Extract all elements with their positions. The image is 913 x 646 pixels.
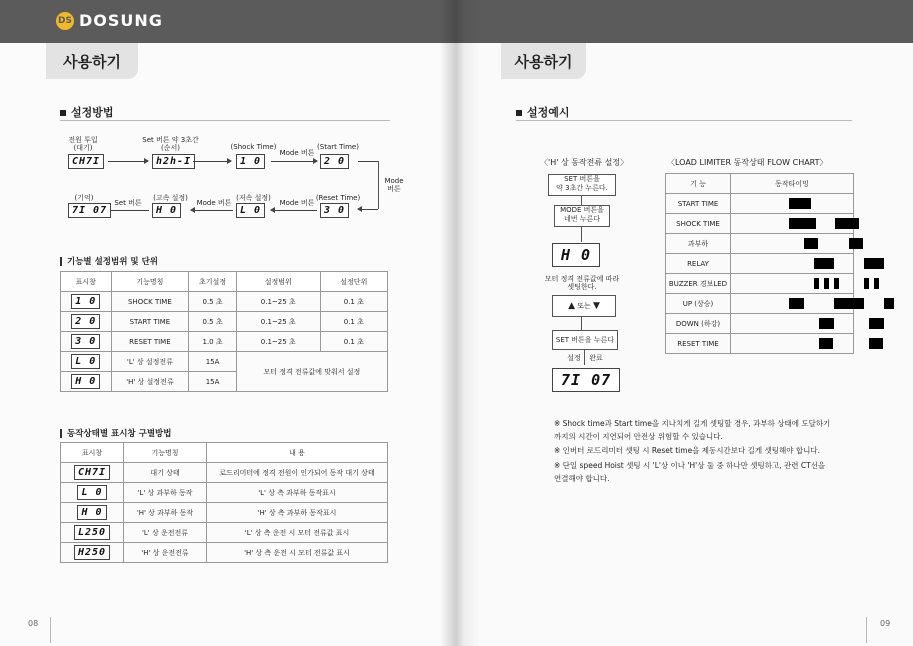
flow-start-label: (Start Time) [317,143,359,151]
flow-arrow [191,210,233,211]
flow-wait-lcd: 7I 07 [68,203,111,218]
footer-line [866,617,867,643]
flow-arrow [193,161,231,162]
timing-cell [731,234,854,254]
table-row [61,503,388,523]
subsection-title: 기능별 설정범위 및 단위 [60,255,158,267]
flow-updown [552,295,616,317]
table-row [61,523,388,543]
flow-lcd: H 0 [552,243,600,267]
timing-block [789,298,804,309]
flow-set2-label: Set 버튼 [114,199,142,207]
timing-cell [731,294,854,314]
footer-line [50,617,51,643]
table-header-row [666,174,854,194]
table-row [61,483,388,503]
flow-set-lcd: h2h-I [152,154,195,169]
flow-arrow [271,161,317,162]
table-cell: START TIME [111,312,189,332]
table-cell: RESET TIME [111,332,189,352]
flow-shock-lcd: 1 0 [236,154,265,169]
flow-or-text: 또는 [577,302,591,310]
flow-power-lcd: CH7I [68,154,104,169]
timing-block [864,258,884,269]
flow-connector [584,349,585,365]
flow-step: SET 버튼을 누른다 [552,330,618,350]
row-label: RELAY [666,254,731,274]
table-cell: 15A [189,352,237,372]
page-title: 사용하기 [46,43,138,79]
section-title: 설정방법 [60,104,114,120]
flow-done-text: 완료 [589,354,603,362]
timing-block [869,338,883,349]
page-title: 사용하기 [501,43,586,79]
table-cell: 0.1~25 초 [236,312,320,332]
flow-step: MODE 버튼을 네번 누른다 [554,205,610,227]
column-header: 설정단위 [320,272,387,292]
table-cell: 15A [189,372,237,392]
lcd-display: L 0 [71,354,100,369]
table-cell: 0.5 초 [189,292,237,312]
flow-mode-side-label: Mode 버튼 [384,177,404,193]
flow-arrow [107,210,149,211]
timing-block [804,238,818,249]
table-cell: 로드리미터에 정격 전원이 인가되어 동작 대기 상태 [207,463,388,483]
lcd-display: 1 0 [71,294,100,309]
section-rule [516,120,852,121]
status-table [60,442,388,563]
flow-lcd: 7I 07 [552,368,620,392]
note-text: ※ Shock time과 Start time을 지나치게 길게 셋팅할 경우, 과부하 상태에 도달하기 까지의 시간이 지연되어 안전상 위험할 수 있습니다. [554,419,831,441]
lcd-display: 2 0 [71,314,100,329]
flow-low-label: (저속 설정) [236,194,271,202]
table-row [666,254,854,274]
subsection-title: 동작상태별 표시창 구별방법 [60,427,171,439]
brand-name: DOSUNG [79,11,163,30]
table-cell: 'H' 상 측 과부하 동작표시 [207,503,388,523]
timing-block [814,258,834,269]
lcd-display: L250 [74,525,110,540]
flow-high-label: (고속 설정) [153,194,188,202]
header-bar [456,0,913,43]
table-cell: 0.1~25 초 [236,332,320,352]
flow-arrow [358,209,378,210]
table-cell: 'L' 상 측 과부하 동작표시 [207,483,388,503]
note-text: ※ 단일 speed Hoist 셋팅 시 'L'상 이나 'H'상 둘 중 하나만 셋팅하고, 관련 CT선을 연결해야 합니다. [554,461,826,483]
table-row [61,292,388,312]
flow-start-lcd: 2 0 [320,154,349,169]
flow-low-lcd: L 0 [236,203,265,218]
flow-connector [581,316,582,330]
column-header: 기 능 [666,174,731,194]
down-arrow-icon: ▼ [593,301,600,311]
column-header: 동작타이밍 [731,174,854,194]
table-cell: 대기 상태 [124,463,207,483]
left-page [0,0,456,646]
timing-block [789,198,811,209]
timing-block [884,298,894,309]
table-cell: SHOCK TIME [111,292,189,312]
header-bar [0,0,456,43]
lcd-display: H250 [74,545,110,560]
table-cell: 1.0 초 [189,332,237,352]
settings-table [60,271,388,392]
lcd-display: H 0 [71,374,100,389]
timing-cell [731,194,854,214]
timing-block [819,338,833,349]
flow-power-label: 전원 투입 (대기) [68,136,98,152]
column-header: 설정범위 [236,272,320,292]
lcd-display: L 0 [77,485,106,500]
row-label: BUZZER 경보LED [666,274,731,294]
timing-block [874,278,879,289]
flow-reset-label: (Reset Time) [315,194,361,202]
flow-reset-lcd: 3 0 [320,203,349,218]
note-text: ※ 인버터 로드리미터 셋팅 시 Reset time을 제동시간보다 길게 셋팅해야 합니다. [554,446,821,455]
flow-connector [378,161,379,209]
flow-connector [581,226,582,242]
table-row [666,274,854,294]
flow-arrow [108,161,148,162]
table-cell: 'L' 상 측 운전 시 모터 전류값 표시 [207,523,388,543]
flow-connector [358,161,378,162]
timing-block [849,238,863,249]
table-row [61,352,388,372]
flow-arrow [271,210,317,211]
timing-cell [731,214,854,234]
page-number: 08 [28,619,39,628]
lcd-display: 3 0 [71,334,100,349]
flow-set-label: Set 버튼 약 3초간 (순서) [142,136,199,152]
table-cell: 'L' 상 과부하 동작 [124,483,207,503]
table-row [61,332,388,352]
row-label: UP (상승) [666,294,731,314]
timing-cell [731,274,854,294]
column-header: 표시창 [61,272,112,292]
timing-cell [731,314,854,334]
flow-connector [581,195,582,205]
timing-cell [731,334,854,354]
flow-step-text: 모터 정격 전류값에 따라 셋팅한다. [544,275,620,291]
flow-step: SET 버튼을 약 3초간 누른다. [548,174,616,196]
row-label: RESET TIME [666,334,731,354]
table-cell: 'H' 상 설정전류 [111,372,189,392]
lcd-display: H 0 [77,505,106,520]
timing-block [834,298,864,309]
table-cell: 'H' 상 과부하 동작 [124,503,207,523]
row-label: 과부하 [666,234,731,254]
table-row [61,463,388,483]
timing-cell [731,254,854,274]
timing-block [834,278,839,289]
flow-high-lcd: H 0 [152,203,181,218]
section-rule [60,120,390,121]
column-header: 기능명칭 [124,443,207,463]
table-cell: 'H' 상 측 운전 시 모터 전류값 표시 [207,543,388,563]
row-label: SHOCK TIME [666,214,731,234]
table-header-row [61,272,388,292]
section-title: 설정예시 [516,104,570,120]
table-row [666,334,854,354]
up-arrow-icon: ▲ [568,301,575,311]
table-row [666,294,854,314]
table-cell: 'L' 상 운전전류 [124,523,207,543]
page-number: 09 [880,619,891,628]
table-row [666,234,854,254]
table-row [666,214,854,234]
table-cell: 0.1 초 [320,292,387,312]
flow-mode-label: Mode 버튼 [279,199,315,207]
timing-block [869,318,884,329]
flow-wait-label: (기억) [74,194,94,202]
chart-title: 〈LOAD LIMITER 동작상태 FLOW CHART〉 [667,158,828,167]
row-label: START TIME [666,194,731,214]
column-header: 초기설정 [189,272,237,292]
logo-icon: DS [56,12,74,30]
column-header: 표시창 [61,443,124,463]
lcd-display: CH7I [74,465,110,480]
column-header: 기능명칭 [111,272,189,292]
table-cell: 0.1 초 [320,332,387,352]
table-cell: 모터 정격 전류값에 맞춰서 설정 [236,352,387,392]
table-row [666,314,854,334]
flow-shock-label: (Shock Time) [230,143,277,151]
table-cell: 'H' 상 운전전류 [124,543,207,563]
table-row [61,312,388,332]
table-cell: 'L' 상 설정전류 [111,352,189,372]
table-row [666,194,854,214]
flow-mode-label: Mode 버튼 [279,149,315,157]
table-cell: 0.5 초 [189,312,237,332]
timing-block [819,318,834,329]
table-row [61,543,388,563]
right-page [456,0,913,646]
column-header: 내 용 [207,443,388,463]
table-header-row [61,443,388,463]
flow-mode-label: Mode 버튼 [196,199,232,207]
brand-logo [56,11,163,30]
timing-block [824,278,829,289]
row-label: DOWN (하강) [666,314,731,334]
flow-set-text: 설정 [567,354,581,362]
timing-block [835,218,859,229]
flow-chart-table [665,173,854,354]
flow-title: 〈'H' 상 동작전류 설정〉 [540,158,629,167]
timing-block [789,218,816,229]
timing-block [864,278,869,289]
table-cell: 0.1~25 초 [236,292,320,312]
timing-block [814,278,819,289]
table-cell: 0.1 초 [320,312,387,332]
